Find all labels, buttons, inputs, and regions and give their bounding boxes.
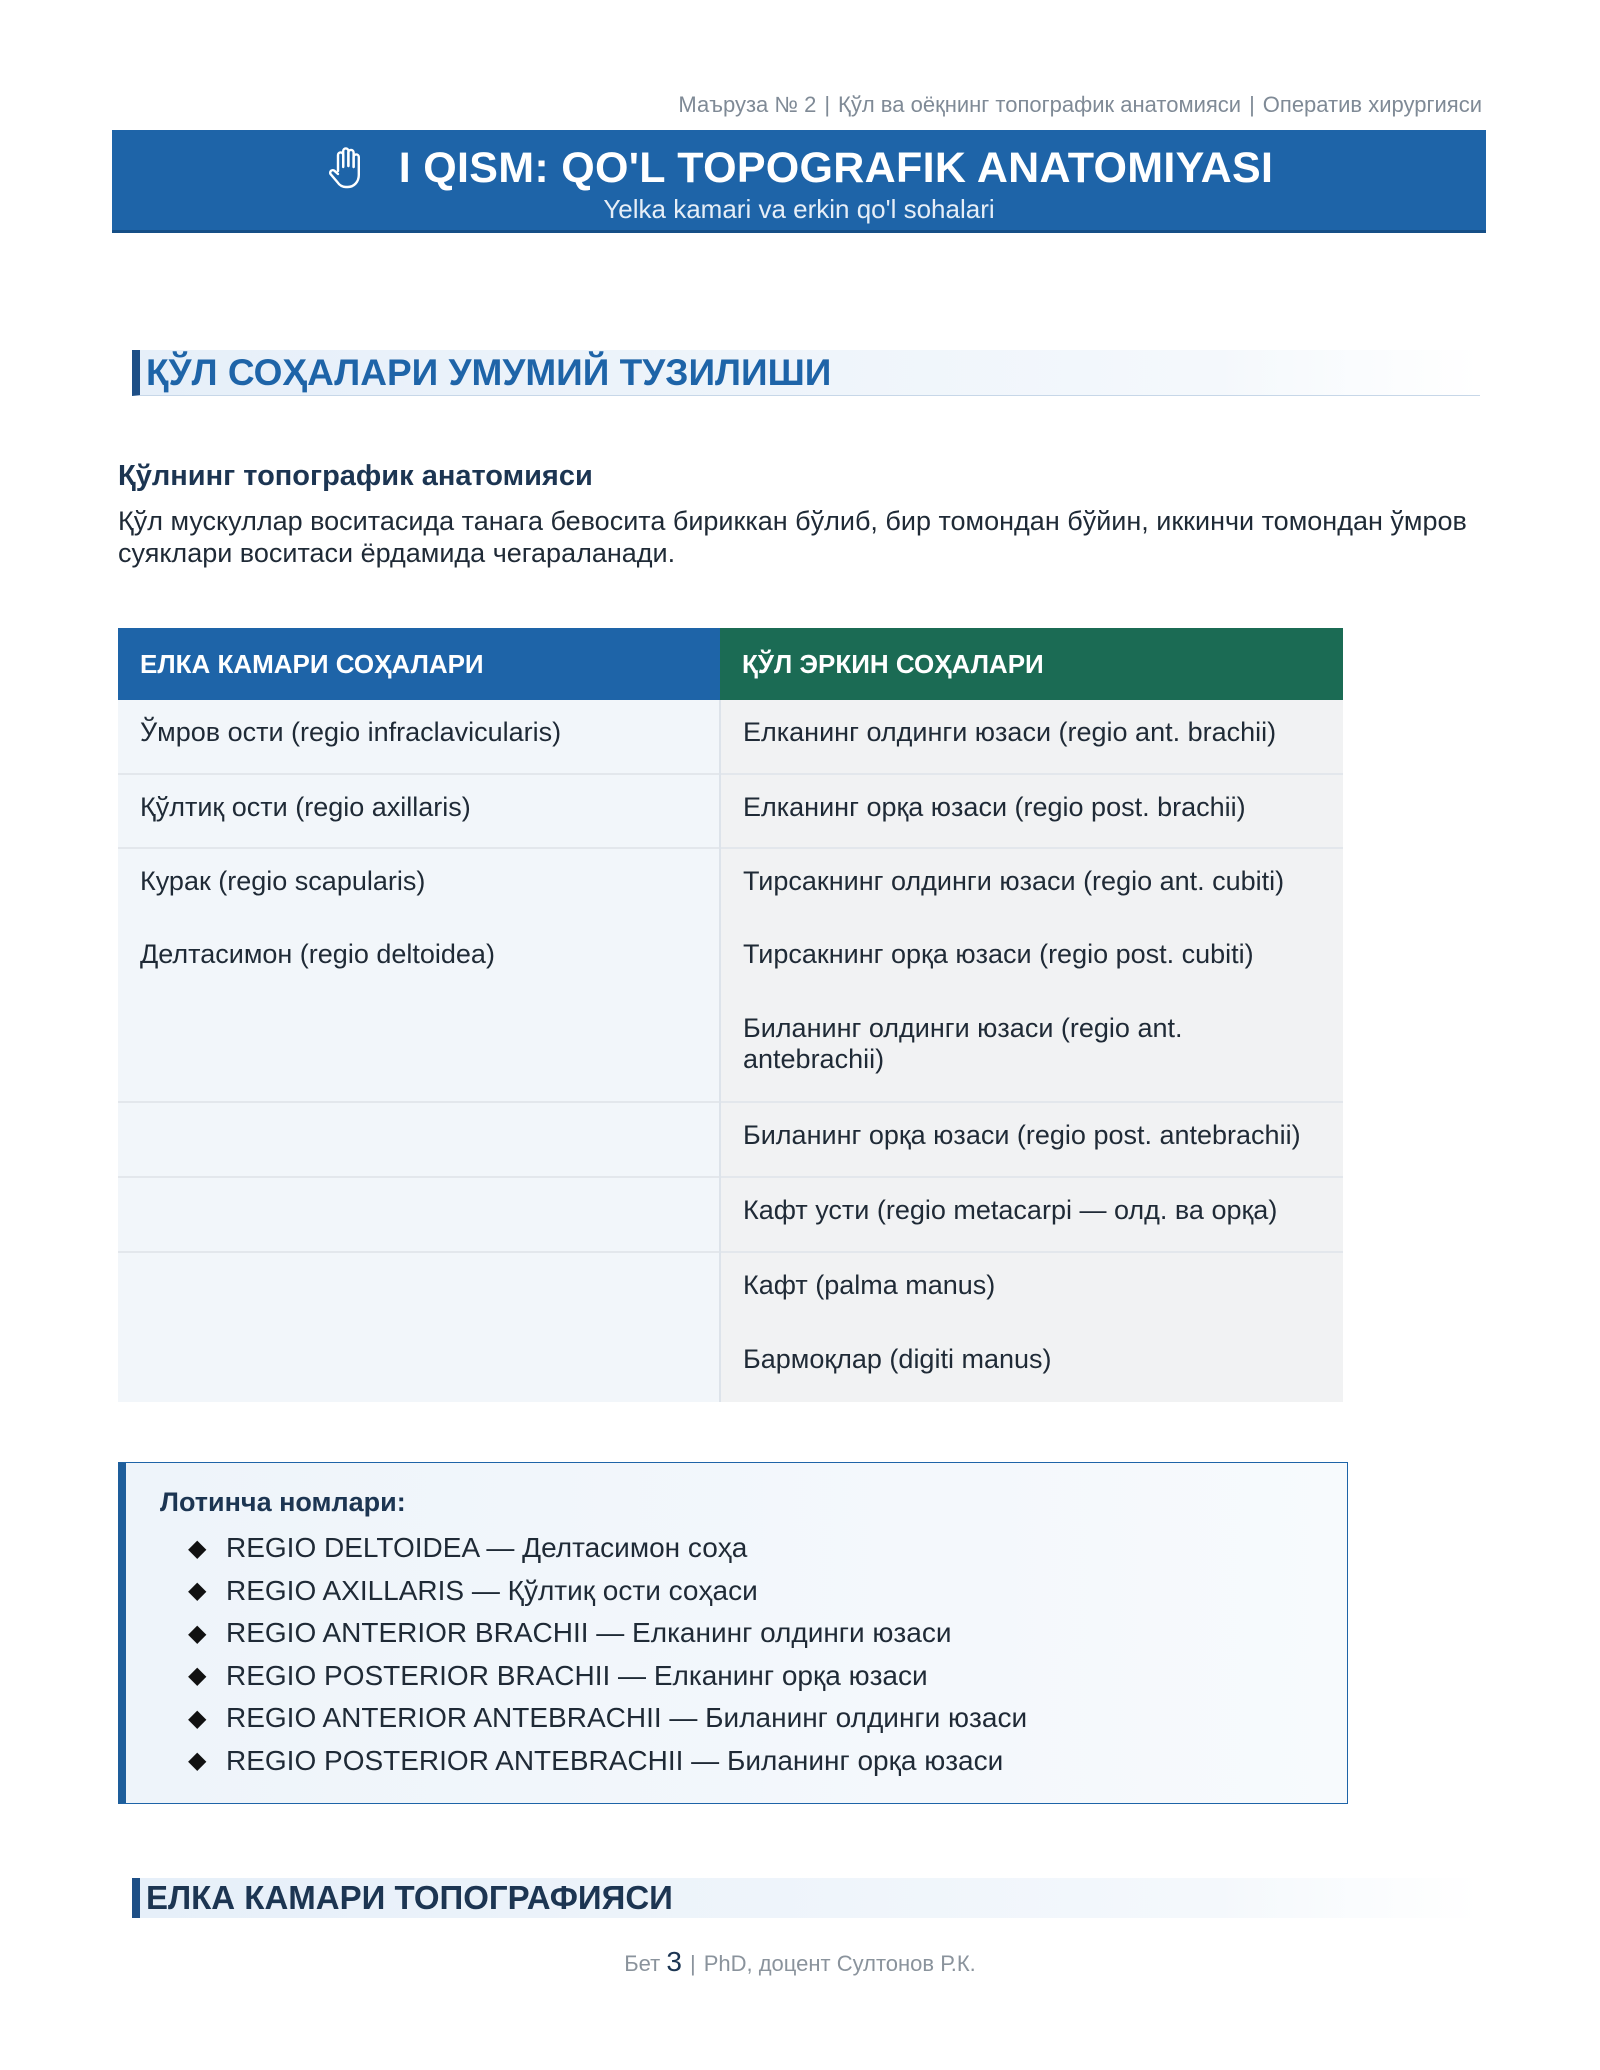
part-banner [112, 130, 1486, 233]
table-cell: Ўмров ости (regio infraclavicularis) [118, 700, 720, 774]
list-item [188, 1655, 1027, 1698]
list-item-text: REGIO ANTERIOR BRACHII — Елканинг олдинги юзаси [226, 1617, 952, 1649]
latin-box-title: Лотинча номлари: [160, 1487, 406, 1517]
header-separator: | [1249, 92, 1255, 117]
table-cell: Делтасимон (regio deltoidea) [118, 922, 720, 996]
lecture-topic: Қўл ва оёқнинг топографик анатомияси [838, 92, 1242, 117]
table-cell: Тирсакнинг олдинги юзаси (regio ant. cubiti) [720, 848, 1343, 922]
table-cell [118, 1102, 720, 1177]
table-row [118, 996, 1343, 1102]
table-cell: Кафт (palma manus) [720, 1252, 1343, 1327]
table-cell [118, 996, 720, 1102]
table-cell: Елканинг олдинги юзаси (regio ant. brachii) [720, 700, 1343, 774]
table-row [118, 1252, 1343, 1327]
table-row [118, 1327, 1343, 1402]
running-header [112, 92, 1482, 118]
banner-title: I QISM: QO'L TOPOGRAFIK ANATOMIYASI [398, 143, 1274, 192]
diamond-bullet-icon: ◆ [188, 1747, 207, 1775]
header-separator: | [824, 92, 831, 117]
table-row [118, 774, 1343, 848]
list-item [188, 1612, 1027, 1655]
diamond-bullet-icon: ◆ [188, 1619, 207, 1647]
list-item-text: REGIO POSTERIOR ANTEBRACHII — Биланинг орқа юзаси [226, 1744, 1004, 1776]
diamond-bullet-icon: ◆ [188, 1662, 207, 1690]
table-row [118, 1102, 1343, 1177]
column-header-free-limb: ҚЎЛ ЭРКИН СОҲАЛАРИ [720, 628, 1343, 700]
banner-subtitle: Yelka kamari va erkin qo'l sohalari [603, 194, 995, 224]
subject-name: Оператив хирургияси [1262, 92, 1482, 117]
table-cell [118, 1252, 720, 1327]
footer-separator: | [689, 1951, 696, 1976]
latin-names-list [188, 1527, 1027, 1782]
section-heading: ЕЛКА КАМАРИ ТОПОГРАФИЯСИ [132, 1878, 1480, 1918]
table-row [118, 848, 1343, 922]
table-cell: Курак (regio scapularis) [118, 848, 720, 922]
page-footer [0, 1946, 1600, 1978]
list-item [188, 1740, 1027, 1783]
diamond-bullet-icon: ◆ [188, 1704, 207, 1732]
table-cell: Биланинг орқа юзаси (regio post. antebrachii) [720, 1102, 1343, 1177]
lecture-number: Маъруза № 2 [678, 92, 817, 117]
table-cell [118, 1327, 720, 1402]
list-item-text: REGIO ANTERIOR ANTEBRACHII — Биланинг олдинги юзаси [226, 1702, 1028, 1734]
latin-names-box [118, 1462, 1348, 1804]
banner-title-row [112, 140, 1486, 196]
table-cell: Қўлтиқ ости (regio axillaris) [118, 774, 720, 848]
table-row [118, 922, 1343, 996]
table-row [118, 700, 1343, 774]
table-cell: Тирсакнинг орқа юзаси (regio post. cubiti) [720, 922, 1343, 996]
subheading: Қўлнинг топографик анатомияси [118, 460, 593, 492]
table-cell: Биланинг олдинги юзаси (regio ant. antebrachii) [720, 996, 1343, 1102]
body-paragraph: Қўл мускуллар воситасида танага бевосита бириккан бўлиб, бир томондан бўйин, иккинчи томондан ўмров суяклари воситаси ёрдамида чегараланади. [118, 506, 1467, 568]
list-item [188, 1527, 1027, 1570]
table-cell: Бармоқлар (digiti manus) [720, 1327, 1343, 1402]
table-row [118, 1177, 1343, 1252]
table-cell: Кафт усти (regio metacarpi — олд. ва орқа) [720, 1177, 1343, 1252]
list-item-text: REGIO DELTOIDEA — Делтасимон соҳа [226, 1532, 748, 1564]
list-item [188, 1570, 1027, 1613]
table-header-row [118, 628, 1343, 700]
hand-icon [325, 144, 373, 192]
section-heading: ҚЎЛ СОҲАЛАРИ УМУМИЙ ТУЗИЛИШИ [132, 350, 1480, 396]
page-label: Бет [624, 1951, 661, 1976]
table-cell: Елканинг орқа юзаси (regio post. brachii) [720, 774, 1343, 848]
diamond-bullet-icon: ◆ [188, 1577, 207, 1605]
diamond-bullet-icon: ◆ [188, 1534, 207, 1562]
page-number: 3 [666, 1946, 682, 1977]
list-item [188, 1697, 1027, 1740]
author-name: PhD, доцент Султонов Р.К. [703, 1951, 976, 1976]
table-cell [118, 1177, 720, 1252]
column-header-shoulder-girdle: ЕЛКА КАМАРИ СОҲАЛАРИ [118, 628, 720, 700]
list-item-text: REGIO AXILLARIS — Қўлтиқ ости соҳаси [226, 1574, 758, 1606]
regions-table [118, 628, 1343, 1402]
list-item-text: REGIO POSTERIOR BRACHII — Елканинг орқа юзаси [226, 1659, 928, 1691]
